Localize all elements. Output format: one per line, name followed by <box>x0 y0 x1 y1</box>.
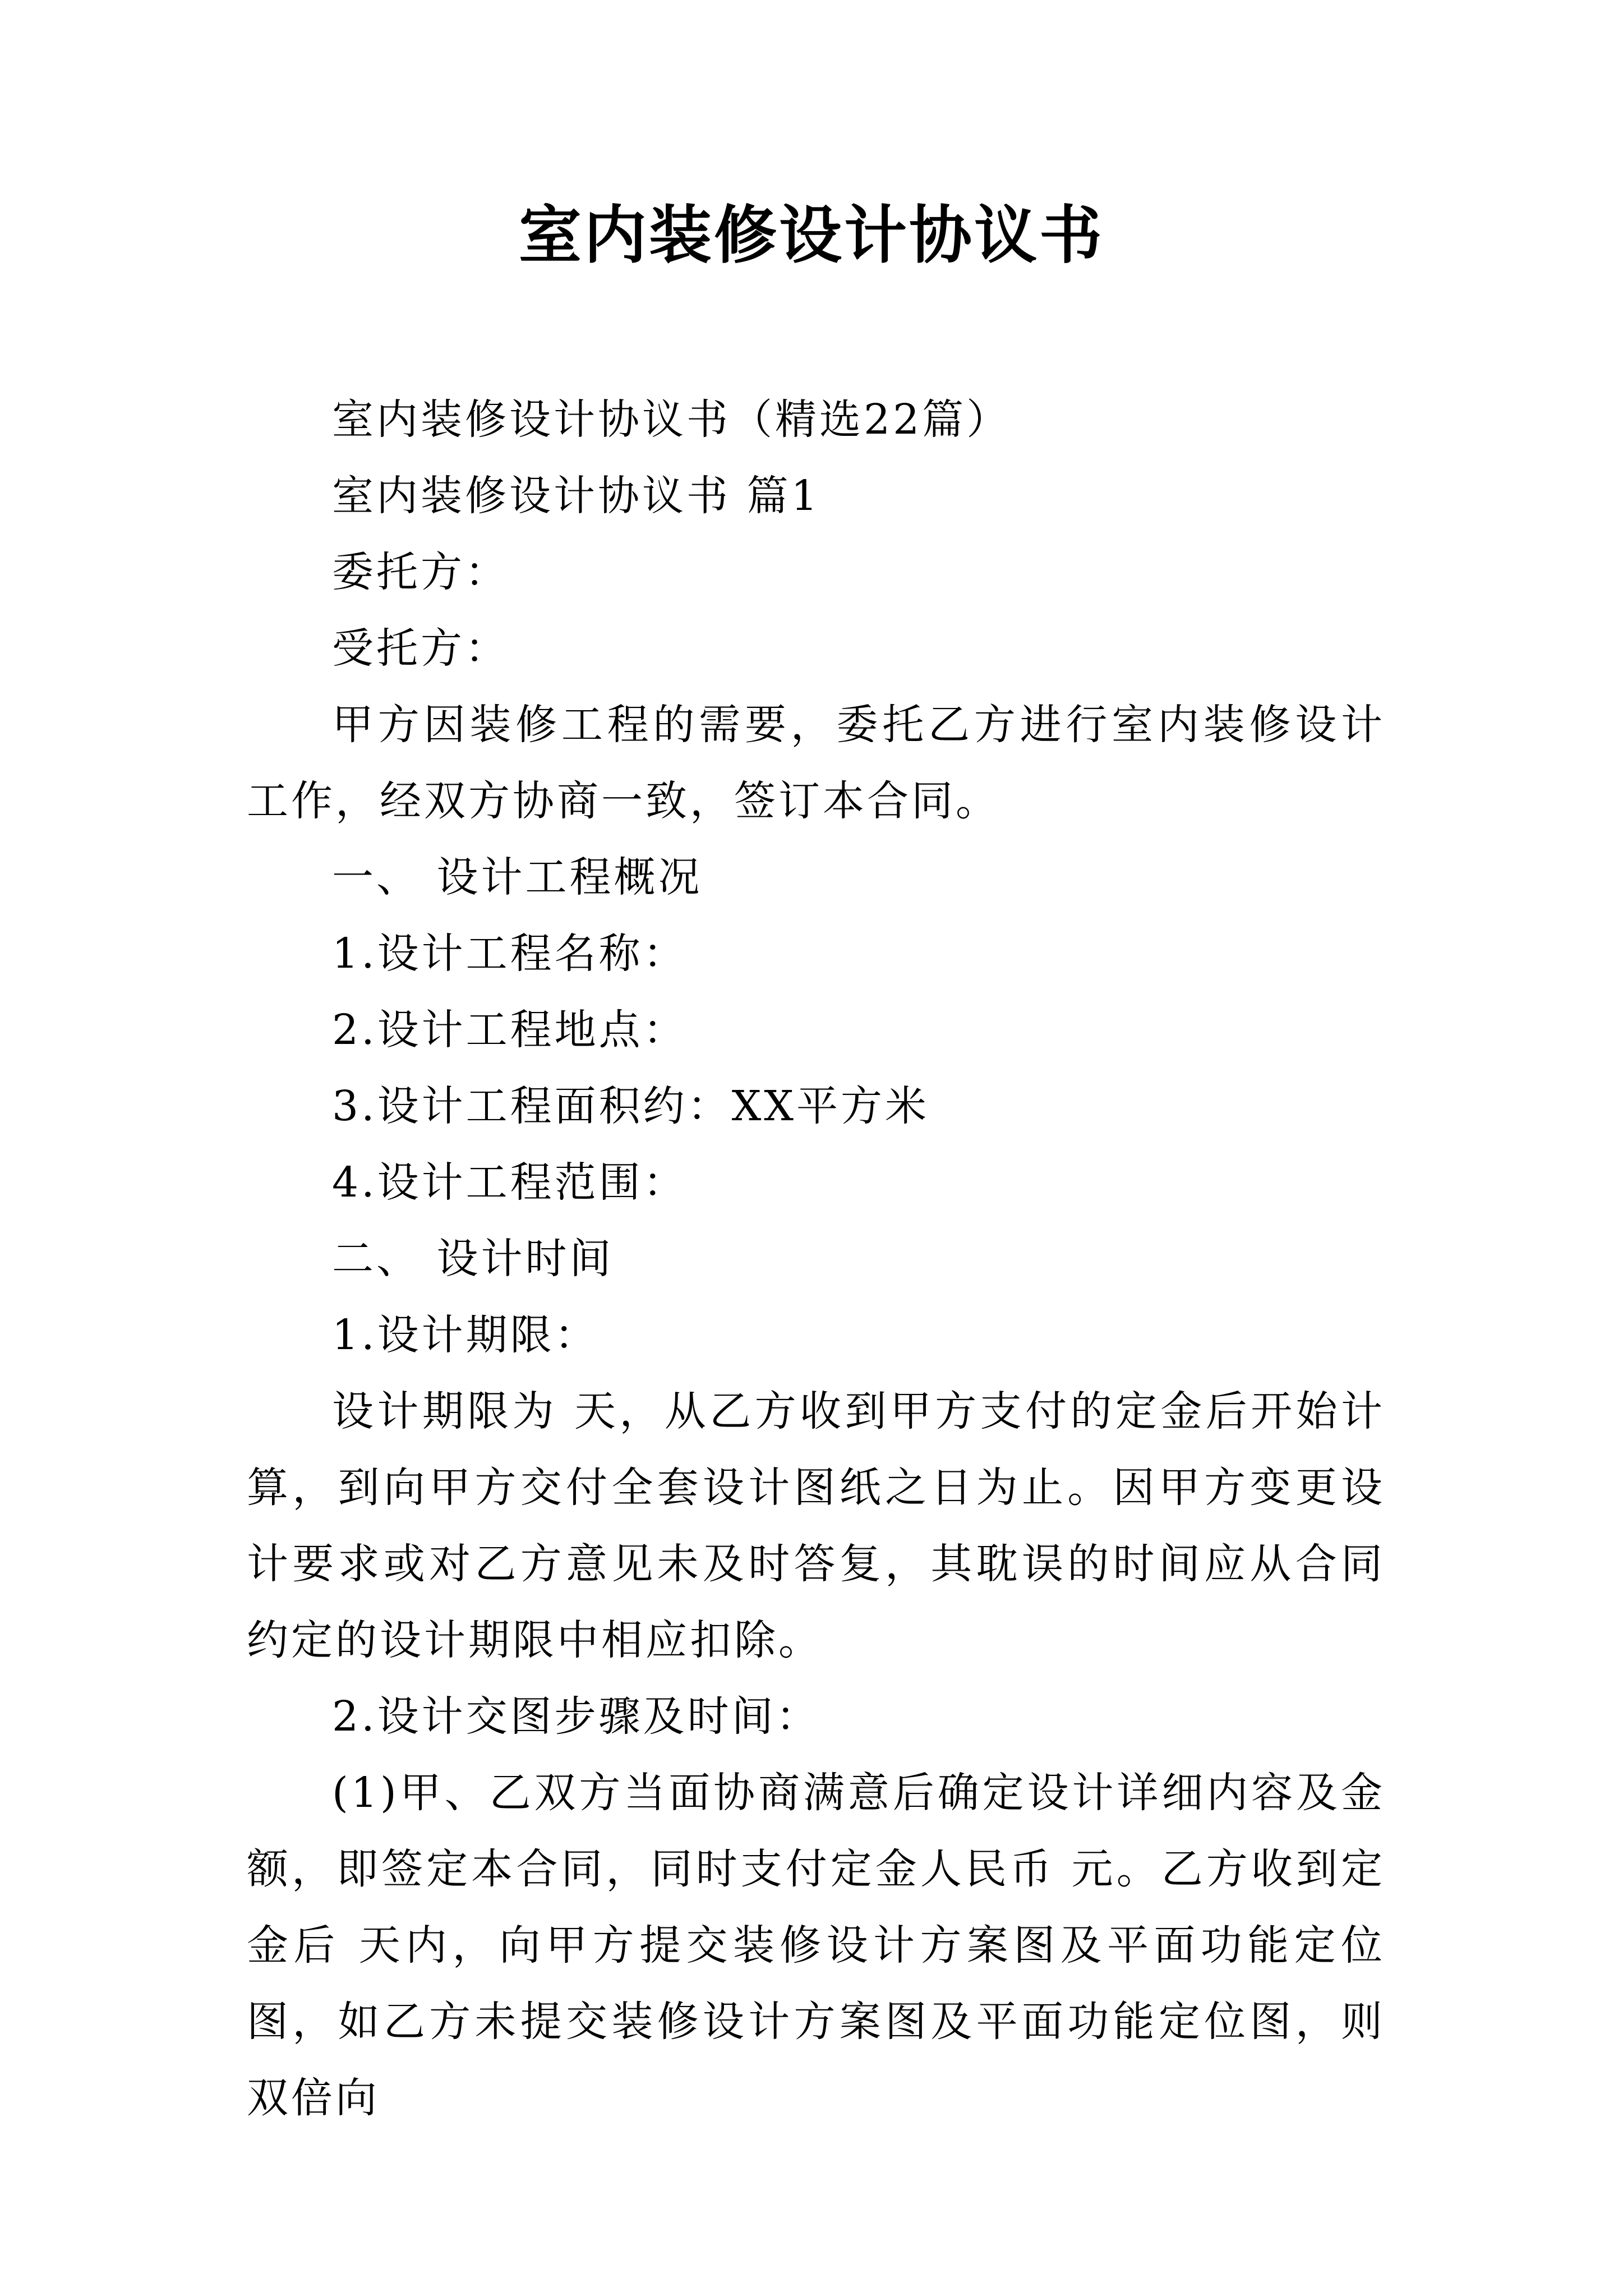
paragraph-subtitle: 室内装修设计协议书（精选22篇） <box>332 395 1011 444</box>
paragraph-item: 2.设计交图步骤及时间： <box>332 1692 820 1741</box>
paragraph-contractor: 受托方： <box>332 624 509 673</box>
document-title: 室内装修设计协议书 <box>519 199 1104 272</box>
paragraph-item: 1.设计工程名称： <box>332 930 688 978</box>
paragraph-item: 4.设计工程范围： <box>332 1158 688 1207</box>
paragraph-heading-time: 二、 设计时间 <box>332 1235 614 1283</box>
paragraph-heading-overview: 一、 设计工程概况 <box>332 853 703 901</box>
paragraph-item: 3.设计工程面积约：XX平方米 <box>332 1082 929 1130</box>
paragraph-intro: 甲方因装修工程的需要，委托乙方进行室内装修设计工作，经双方协商一致，签订本合同。 <box>247 701 1385 825</box>
paragraph-design-period: 设计期限为 天，从乙方收到甲方支付的定金后开始计算，到向甲方交付全套设计图纸之日为止。因甲方变更设计要求或对乙方意见未及时答复，其耽误的时间应从合同约定的设计期限中相应扣除。 <box>247 1387 1385 1664</box>
paragraph-client: 委托方： <box>332 548 509 596</box>
paragraph-item: 1.设计期限： <box>332 1311 599 1359</box>
paragraph-step-1: (1)甲、乙双方当面协商满意后确定设计详细内容及金额，即签定本合同，同时支付定金人民币 元。乙方收到定金后 天内，向甲方提交装修设计方案图及平面功能定位图，如乙方未提交装修设计方案图及平面功能定位图，则双倍向 <box>247 1769 1385 2122</box>
document-body <box>247 381 1385 2136</box>
paragraph-item: 2.设计工程地点： <box>332 1006 688 1054</box>
paragraph-section-heading: 室内装修设计协议书 篇1 <box>332 472 820 520</box>
